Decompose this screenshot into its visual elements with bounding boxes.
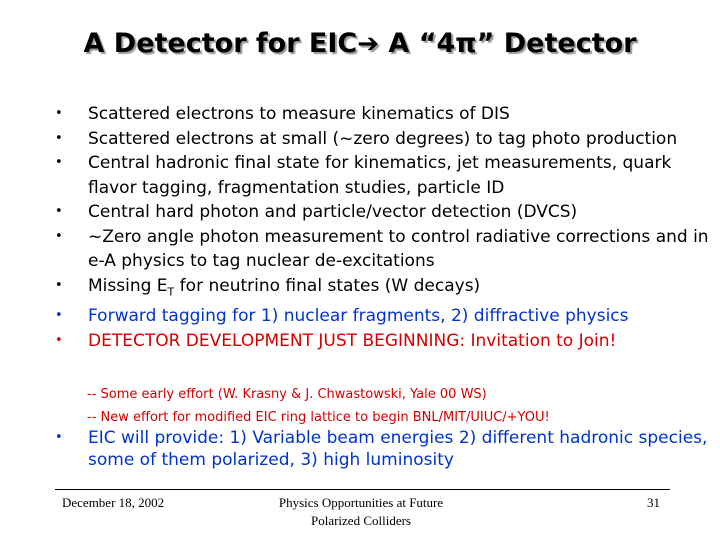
bullet-icon: • <box>55 332 63 348</box>
footer-date: December 18, 2002 <box>62 495 165 510</box>
bullet-list <box>55 102 715 353</box>
footer-title-line1: Physics Opportunities at Future <box>278 495 444 510</box>
bullet-icon: • <box>55 430 63 445</box>
slide-title <box>0 28 720 59</box>
subnote-line: -- Some early effort (W. Krasny & J. Chwastowski, Yale 00 WS) <box>87 387 487 402</box>
bullet-text: Central hadronic final state for kinematics, jet measurements, quark flavor tagging, fragmentation studies, particle ID <box>88 153 672 198</box>
bullet-text: Forward tagging for 1) nuclear fragments, 2) diffractive physics <box>88 306 629 327</box>
bullet-icon: • <box>55 155 63 170</box>
bullet-icon: • <box>55 308 63 324</box>
bullet-icon: • <box>55 130 63 146</box>
bullet-icon: • <box>55 228 63 244</box>
bullet-item <box>55 427 720 471</box>
bullet-text: Central hard photon and particle/vector detection (DVCS) <box>88 202 578 222</box>
bullet-text-after: for neutrino final states (W decays) <box>174 275 481 296</box>
bullet-text: Scattered electrons to measure kinematics of DIS <box>88 104 510 124</box>
bullet-item <box>55 225 715 274</box>
bullet-item <box>55 200 715 225</box>
footer-title-line2: Polarized Colliders <box>310 513 411 528</box>
bullet-item-highlight <box>55 329 715 354</box>
bullet-icon: • <box>55 277 63 293</box>
bullet-text: Scattered electrons at small (~zero degrees) to tag photo production <box>88 128 678 149</box>
bullet-item <box>55 304 715 329</box>
bullet-item <box>55 127 715 152</box>
subnote-line: -- New effort for modified EIC ring lattice to begin BNL/MIT/UIUC/+YOU! <box>87 410 550 425</box>
bullet-text: DETECTOR DEVELOPMENT JUST BEGINNING: Invitation to Join! <box>88 330 617 351</box>
bullet-item <box>55 151 715 200</box>
bullet-icon: • <box>55 106 63 121</box>
bullet-icon: • <box>55 204 63 219</box>
footer-title <box>250 494 472 530</box>
bullet-subscript: T <box>167 284 175 298</box>
footer-divider <box>55 489 670 490</box>
page-number: 31 <box>647 495 660 510</box>
bullet-text: ~Zero angle photon measurement to control radiative corrections and in e-A physics to tag nuclear de-excitations <box>88 226 709 271</box>
bullet-text-before: Missing E <box>88 275 168 296</box>
final-bullet-list <box>55 427 720 471</box>
title-part1: A Detector for EIC <box>83 28 358 59</box>
bullet-item <box>55 274 715 305</box>
title-part2: A “4π” Detector <box>379 28 637 59</box>
bullet-item <box>55 102 715 127</box>
right-arrow-icon: ➔ <box>357 29 380 59</box>
subnotes <box>87 383 550 429</box>
bullet-text: EIC will provide: 1) Variable beam energies 2) different hadronic species, some of them polarized, 3) high luminosity <box>88 428 708 470</box>
